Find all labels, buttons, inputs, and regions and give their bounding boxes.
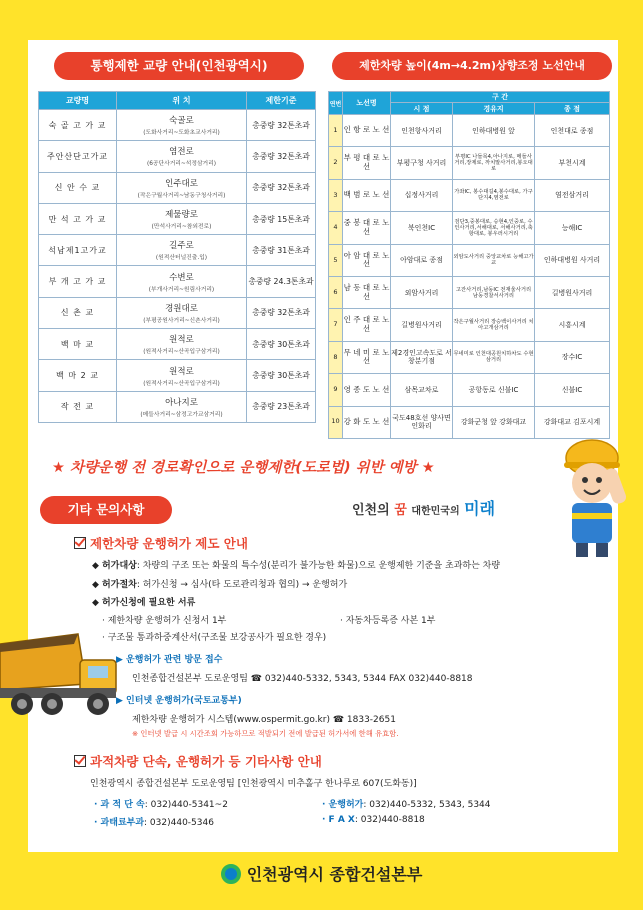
route-name: 인 항 로 노 선	[343, 115, 391, 147]
route-via: 공항동로 신불IC	[453, 374, 535, 406]
bridge-name: 만 석 고 가 교	[39, 203, 117, 234]
bridge-limit: 총중량 32톤초과	[247, 110, 316, 141]
route-name: 부 평 대 로 노 선	[343, 147, 391, 179]
route-name: 남 동 대 로 노 선	[343, 276, 391, 308]
route-name: 인 주 대 로 노 선	[343, 309, 391, 341]
table-row	[39, 203, 316, 234]
route-via: 가좌IC, 봉수대길4,봉수대로, 가구단지4,염전로	[453, 179, 535, 211]
table-row	[329, 212, 610, 244]
route-no: 2	[329, 147, 343, 179]
enforce-address: 인천광역시 종합건설본부 도로운영팀 [인천광역시 미추홀구 한나루로 607(도화동)]	[90, 779, 417, 789]
bridge-location: 염전로 (6공단사거리~석정삼거리)	[117, 141, 247, 172]
table-row	[39, 329, 316, 360]
header-section: 구 간	[391, 92, 610, 103]
online-note: ※ 인터넷 발급 시 시간조회 가능하므로 적발되기 전에 발급된 허가서에 한해 유효함.	[132, 729, 399, 738]
bridge-location: 원적로 (원적사거리~산곡입구삼거리)	[117, 360, 247, 391]
bridge-location: 수변로 (부개사거리~원림사거리)	[117, 266, 247, 297]
bridge-name: 신 촌 교	[39, 297, 117, 328]
table-row	[329, 115, 610, 147]
contact-fine: · 과태료부과: 032)440-5346	[94, 818, 214, 828]
route-start: 부평구청 사거리	[391, 147, 453, 179]
online-contact: 제한차량 운행허가 시스템(www.ospermit.go.kr) ☎ 1833-2651	[132, 715, 396, 725]
table-row	[329, 374, 610, 406]
contact-permit: · 운행허가: 032)440-5332, 5343, 5344	[322, 800, 491, 810]
bridge-name: 작 전 교	[39, 391, 117, 422]
route-via: 부평IC 나들목4,아나지로, 메들사거리,장제로, 까치말사거리,봉오대로	[453, 147, 535, 179]
route-end: 염전삼거리	[535, 179, 610, 211]
route-start: 아암대로 종점	[391, 244, 453, 276]
route-end: 능해IC	[535, 212, 610, 244]
route-name: 중 봉 대 로 노 선	[343, 212, 391, 244]
route-via: 검단3,중봉대로, 승현4,인중로, 수인사거리,서해대로, 서해사거리,축항대로, 봉우러시거리	[453, 212, 535, 244]
table-row	[329, 341, 610, 373]
bridge-limit: 총중량 31톤초과	[247, 235, 316, 266]
table-row	[329, 276, 610, 308]
route-start: 삼목교차로	[391, 374, 453, 406]
route-no: 1	[329, 115, 343, 147]
table-row	[39, 110, 316, 141]
table-row	[39, 141, 316, 172]
bridge-name: 백 마 2 교	[39, 360, 117, 391]
route-no: 8	[329, 341, 343, 373]
table-row	[39, 266, 316, 297]
slogan-future: 미래	[464, 499, 496, 518]
checkbox-icon	[74, 537, 86, 549]
visit-contact: 인천종합건설본부 도로운영팀 ☎ 032)440-5332, 5343, 5344 FAX 032)440-8818	[132, 674, 473, 684]
route-via: 인하대병원 앞	[453, 115, 535, 147]
bridge-location: 제물량로 (만석사거리~참외전로)	[117, 203, 247, 234]
contact-overload: · 과 적 단 속: 032)440-5341~2	[94, 800, 228, 810]
incheon-logo-icon	[221, 864, 241, 884]
bridge-location: 아나지로 (메들사거리~삼정고가교삼거리)	[117, 391, 247, 422]
permit-section-title: 제한차량 운행허가 제도 안내	[74, 534, 248, 552]
checkbox-icon	[74, 755, 86, 767]
bridge-name: 백 마 교	[39, 329, 117, 360]
table-row	[39, 391, 316, 422]
route-via: 강화군청 앞 강화대교	[453, 406, 535, 438]
bridge-limit: 총중량 15톤초과	[247, 203, 316, 234]
bridge-location: 길주로 (원적산터널진출.입)	[117, 235, 247, 266]
misc-inquiry-title: 기타 문의사항	[40, 496, 172, 524]
bridge-name: 부 개 고 가 교	[39, 266, 117, 297]
bridge-name: 석남제1고가교	[39, 235, 117, 266]
route-name: 백 범 로 노 선	[343, 179, 391, 211]
permit-doc-1: · 제한차량 운행허가 신청서 1부	[102, 616, 227, 626]
header-no: 연번	[329, 92, 343, 115]
bridge-name: 신 안 수 교	[39, 172, 117, 203]
permit-target: ◆ 허가대상: 차량의 구조 또는 화물의 특수성(분리가 불가능한 화물)으로 운행제한 기준을 초과하는 차량	[92, 561, 501, 571]
route-end: 신불IC	[535, 374, 610, 406]
bridge-limit: 총중량 23톤초과	[247, 391, 316, 422]
route-via: 작은구월사거리 장승백이사거리 치아고개삼거리	[453, 309, 535, 341]
table-row	[329, 244, 610, 276]
route-no: 10	[329, 406, 343, 438]
route-start: 제2경인고속도로 서창분기점	[391, 341, 453, 373]
route-end: 인하대병원 사거리	[535, 244, 610, 276]
route-start: 십정사거리	[391, 179, 453, 211]
permit-doc-3: · 구조물 통과하중계산서(구조물 보강공사가 필요한 경우)	[102, 633, 327, 643]
header-via: 경유지	[453, 103, 535, 115]
route-end: 인천대로 종점	[535, 115, 610, 147]
bridge-limit: 총중량 24.3톤초과	[247, 266, 316, 297]
violation-warning: ★ 차량운행 전 경로확인으로 운행제한(도로법) 위반 예방 ★	[52, 460, 435, 476]
bridge-limit: 총중량 30톤초과	[247, 360, 316, 391]
route-end: 시흥시계	[535, 309, 610, 341]
table-row	[329, 147, 610, 179]
route-no: 9	[329, 374, 343, 406]
route-end: 부천시계	[535, 147, 610, 179]
bridge-limit: 총중량 32톤초과	[247, 141, 316, 172]
slogan-dream: 꿈	[394, 503, 407, 518]
bridge-limit: 총중량 32톤초과	[247, 172, 316, 203]
incheon-slogan	[352, 496, 495, 519]
route-table	[328, 91, 610, 439]
bridge-limit: 총중량 30톤초과	[247, 329, 316, 360]
visit-title: ▶ 운행허가 관련 방문 접수	[116, 655, 223, 665]
bridge-name: 숙 골 고 가 교	[39, 110, 117, 141]
permit-procedure: ◆ 허가절차: 허가신청 → 심사(타 도로관리청과 협의) → 운행허가	[92, 580, 348, 590]
route-end: 길병원사거리	[535, 276, 610, 308]
route-table-title: 제한차량 높이(4m→4.2m)상향조정 노선안내	[332, 52, 612, 80]
table-row	[329, 309, 610, 341]
header-bridge-name: 교량명	[39, 92, 117, 110]
permit-docs-title: ◆ 허가신청에 필요한 서류	[92, 598, 196, 608]
contact-fax: · F A X: 032)440-8818	[322, 815, 425, 825]
route-no: 5	[329, 244, 343, 276]
enforce-section-title: 과적차량 단속, 운행허가 등 기타사항 안내	[74, 752, 322, 770]
route-no: 6	[329, 276, 343, 308]
route-name: 아 암 대 로 노 선	[343, 244, 391, 276]
bridge-name: 주안산단고가교	[39, 141, 117, 172]
route-start: 외암사거리	[391, 276, 453, 308]
online-title: ▶ 인터넷 운행허가(국토교통부)	[116, 696, 242, 706]
route-via: 무네미로 인천대공원치하차도 수현삼거리	[453, 341, 535, 373]
bridge-location: 숙골로 (도화사거리~도화초교사거리)	[117, 110, 247, 141]
table-row	[329, 179, 610, 211]
bridge-limit: 총중량 32톤초과	[247, 297, 316, 328]
route-name: 무 네 미 로 노 선	[343, 341, 391, 373]
bridge-table	[38, 91, 316, 423]
table-row	[39, 297, 316, 328]
bridge-location: 인주대로 (작은구월사거리~남동구청사거리)	[117, 172, 247, 203]
route-start: 인천항사거리	[391, 115, 453, 147]
route-via: 고잔사거리,남동IC 전재울사거리 남동경찰서사거리	[453, 276, 535, 308]
route-no: 3	[329, 179, 343, 211]
route-start: 북인천IC	[391, 212, 453, 244]
permit-doc-2: · 자동차등록증 사본 1부	[340, 616, 436, 626]
route-via: 외암도사거리 중앙교차로 능해고가교	[453, 244, 535, 276]
table-row	[39, 172, 316, 203]
footer-org: 인천광역시 종합건설본부	[0, 862, 643, 885]
slogan-pre: 인천의	[352, 503, 390, 518]
bridge-table-title: 통행제한 교량 안내(인천광역시)	[54, 52, 304, 80]
worker-mascot-icon	[552, 428, 632, 558]
header-limit: 제한기준	[247, 92, 316, 110]
route-name: 영 종 도 노 선	[343, 374, 391, 406]
slogan-mid: 대한민국의	[411, 506, 460, 517]
route-start: 국도48호선 양사면 인화리	[391, 406, 453, 438]
header-route: 노선명	[343, 92, 391, 115]
table-row	[39, 235, 316, 266]
route-start: 길병원사거리	[391, 309, 453, 341]
route-end: 장수IC	[535, 341, 610, 373]
route-end: 강화대교 김포시계	[535, 406, 610, 438]
header-start: 시 점	[391, 103, 453, 115]
route-no: 7	[329, 309, 343, 341]
route-name: 강 화 도 노 선	[343, 406, 391, 438]
header-location: 위 치	[117, 92, 247, 110]
dump-truck-icon	[0, 626, 120, 724]
bridge-location: 경원대로 (부평공원사거리~신촌사거리)	[117, 297, 247, 328]
header-end: 종 점	[535, 103, 610, 115]
bridge-location: 원적로 (원적사거리~산곡입구삼거리)	[117, 329, 247, 360]
route-no: 4	[329, 212, 343, 244]
table-row	[39, 360, 316, 391]
